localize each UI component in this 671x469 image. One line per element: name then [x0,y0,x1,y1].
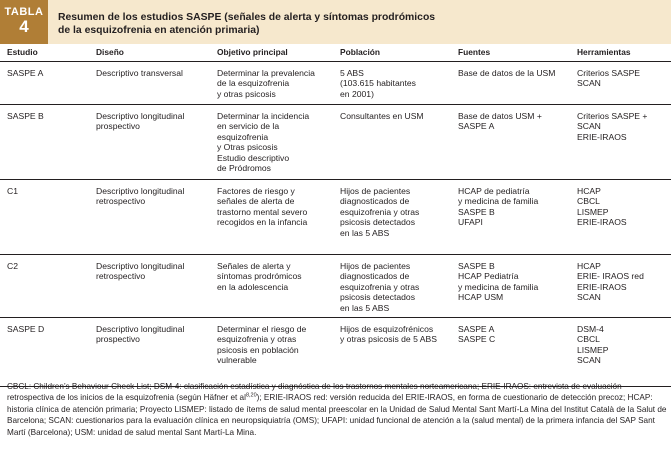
cell-line: SCAN [577,292,601,303]
cell-estudio [7,111,91,121]
cell-poblacion [340,324,456,345]
cell-fuentes [458,186,574,228]
column-header-diseno: Diseño [96,47,124,57]
cell-line: retrospectivo [96,271,146,282]
cell-line: en servicio de la [217,121,280,132]
cell-objetivo [217,186,339,228]
cell-line: ERIE-IRAOS [577,281,627,292]
cell-line: Hijos de pacientes [340,186,411,196]
column-header-objetivo: Objetivo principal [217,47,288,57]
column-header-herramientas: Herramientas [577,47,631,57]
cell-line: Base de datos de la USM [458,68,556,78]
cell-line: y medicina de familia [458,196,539,207]
cell-line: Señales de alerta y [217,261,291,271]
cell-line: psicosis detectados [340,292,415,303]
cell-line: C2 [7,261,18,271]
cell-diseno [96,261,216,282]
cell-line: Criterios SASPE + [577,111,648,121]
footnote-text: ); ERIE-IRAOS red: versión reducida del ERIE-IRAOS, en forma de cuestionario de detección precoz; HCAP: historia clínica de atención primaria; Proyecto LISMEP: listado de ítems de salud mental preescolar en la Unidad de Salud Mental Sant Martí-La Mina del Institut Català de la Salut de Barcelona; SCAN: cuestionarios para la evaluación clínica en neuropsiquiatría (OMS); UFAPI: unidad funcional de atención a la (salud mental) de la primera infancia del SAP Sant Martí (Barcelona); USM: unidad de salud mental Sant Martí-La Mina. [7,393,667,437]
cell-herramientas [577,111,669,142]
table-row [0,180,671,255]
cell-herramientas [577,68,669,89]
cell-fuentes [458,324,574,345]
footnote-text: CBCL: Children’s Behaviour Check List; DSM-4: clasificación estadística y diagnóstica de los trastornos mentales norteamericana; ERIE-IRAOS: entrevista de evaluación retrospectiva de los inicios de la esquizofrenia (según Häfner et al [7,382,622,403]
table-header-row [0,44,671,62]
cell-diseno [96,68,216,78]
cell-line: Descriptivo longitudinal [96,186,185,196]
table-row [0,255,671,318]
cell-estudio [7,324,91,334]
cell-line: SASPE B [458,206,495,217]
cell-line: psicosis detectados [340,217,415,228]
column-header-estudio: Estudio [7,47,38,57]
cell-estudio [7,261,91,271]
studies-table [0,44,671,387]
cell-line: HCAP Pediatría [458,271,519,282]
cell-poblacion [340,68,456,99]
cell-line: 5 ABS [340,68,364,78]
cell-objetivo [217,111,339,173]
table-header-band [0,0,671,44]
table-footnote [7,381,667,438]
cell-line: diagnosticados de [340,196,410,207]
cell-line: Descriptivo transversal [96,68,183,78]
table-title [58,11,658,37]
cell-line: CBCL [577,196,600,207]
cell-line: recogidos en la infancia [217,217,308,228]
cell-line: Determinar la incidencia [217,111,310,121]
cell-line: UFAPI [458,217,483,228]
cell-line: esquizofrenia y otras [340,281,420,292]
cell-line: SASPE A [7,68,44,78]
cell-line: LISMEP [577,206,609,217]
cell-poblacion [340,186,456,238]
cell-line: trastorno mental severo [217,206,308,217]
cell-line: Descriptivo longitudinal [96,261,185,271]
cell-estudio [7,68,91,78]
cell-line: y otras psicosis de 5 ABS [340,334,437,345]
cell-line: y medicina de familia [458,281,539,292]
table-row [0,62,671,105]
cell-line: Determinar la prevalencia [217,68,315,78]
cell-diseno [96,186,216,207]
cell-estudio [7,186,91,196]
cell-line: SCAN [577,121,601,132]
cell-objetivo [217,261,339,292]
cell-line: psicosis en población [217,344,299,355]
cell-fuentes [458,68,574,78]
cell-line: HCAP [577,261,601,271]
cell-line: LISMEP [577,344,609,355]
cell-line: en las 5 ABS [340,302,390,313]
cell-diseno [96,111,216,132]
cell-herramientas [577,186,669,228]
table-row [0,318,671,387]
cell-line: Hijos de pacientes [340,261,411,271]
cell-line: HCAP de pediatría [458,186,530,196]
cell-line: C1 [7,186,18,196]
table-title-line: de la esquizofrenia en atención primaria) [58,25,260,36]
cell-herramientas [577,324,669,366]
cell-line: de la esquizofrenia [217,78,290,89]
footnote-citation: 8,20 [245,392,257,399]
cell-line: Base de datos USM + [458,111,542,121]
cell-line: y Otras psicosis [217,142,278,153]
cell-line: Estudio descriptivo [217,152,290,163]
cell-line: en las 5 ABS [340,227,390,238]
cell-line: HCAP [577,186,601,196]
cell-line: SASPE B [7,111,44,121]
cell-poblacion [340,261,456,313]
cell-line: SASPE A [458,121,495,132]
column-header-poblacion: Población [340,47,381,57]
cell-line: Descriptivo longitudinal [96,111,185,121]
cell-line: vulnerable [217,355,257,366]
cell-fuentes [458,111,574,132]
cell-line: esquizofrenia y otras [217,334,297,345]
cell-line: diagnosticados de [340,271,410,282]
cell-line: síntomas prodrómicos [217,271,302,282]
cell-objetivo [217,68,339,99]
cell-line: (103.615 habitantes [340,78,416,89]
table-number-tag [0,0,48,44]
cell-line: HCAP USM [458,292,504,303]
cell-line: esquizofrenia y otras [340,206,420,217]
cell-herramientas [577,261,669,303]
cell-line: en la adolescencia [217,281,289,292]
cell-line: señales de alerta de [217,196,295,207]
cell-line: SCAN [577,355,601,366]
cell-line: prospectivo [96,121,140,132]
cell-line: retrospectivo [96,196,146,207]
cell-line: SASPE C [458,334,496,345]
column-header-fuentes: Fuentes [458,47,491,57]
cell-line: SCAN [577,78,601,89]
cell-line: Hijos de esquizofrénicos [340,324,434,334]
cell-line: SASPE A [458,324,495,334]
cell-poblacion [340,111,456,121]
cell-line: Criterios SASPE [577,68,641,78]
table-row [0,105,671,180]
cell-line: ERIE-IRAOS [577,131,627,142]
cell-line: de Pródromos [217,163,271,174]
cell-line: en 2001) [340,88,374,99]
table-title-line: Resumen de los estudios SASPE (señales de alerta y síntomas prodrómicos [58,12,436,23]
table-tag-number: 4 [19,17,29,36]
table-tag-word: TABLA [4,6,44,18]
cell-objetivo [217,324,339,366]
cell-line: SASPE D [7,324,45,334]
cell-line: Consultantes en USM [340,111,424,121]
cell-line: esquizofrenia [217,131,269,142]
cell-line: CBCL [577,334,600,345]
cell-line: y otras psicosis [217,88,276,99]
cell-fuentes [458,261,574,303]
cell-line: ERIE-IRAOS [577,217,627,228]
cell-diseno [96,324,216,345]
cell-line: Determinar el riesgo de [217,324,307,334]
cell-line: DSM-4 [577,324,604,334]
cell-line: ERIE- IRAOS red [577,271,644,282]
cell-line: Descriptivo longitudinal [96,324,185,334]
cell-line: Factores de riesgo y [217,186,295,196]
cell-line: SASPE B [458,261,495,271]
cell-line: prospectivo [96,334,140,345]
